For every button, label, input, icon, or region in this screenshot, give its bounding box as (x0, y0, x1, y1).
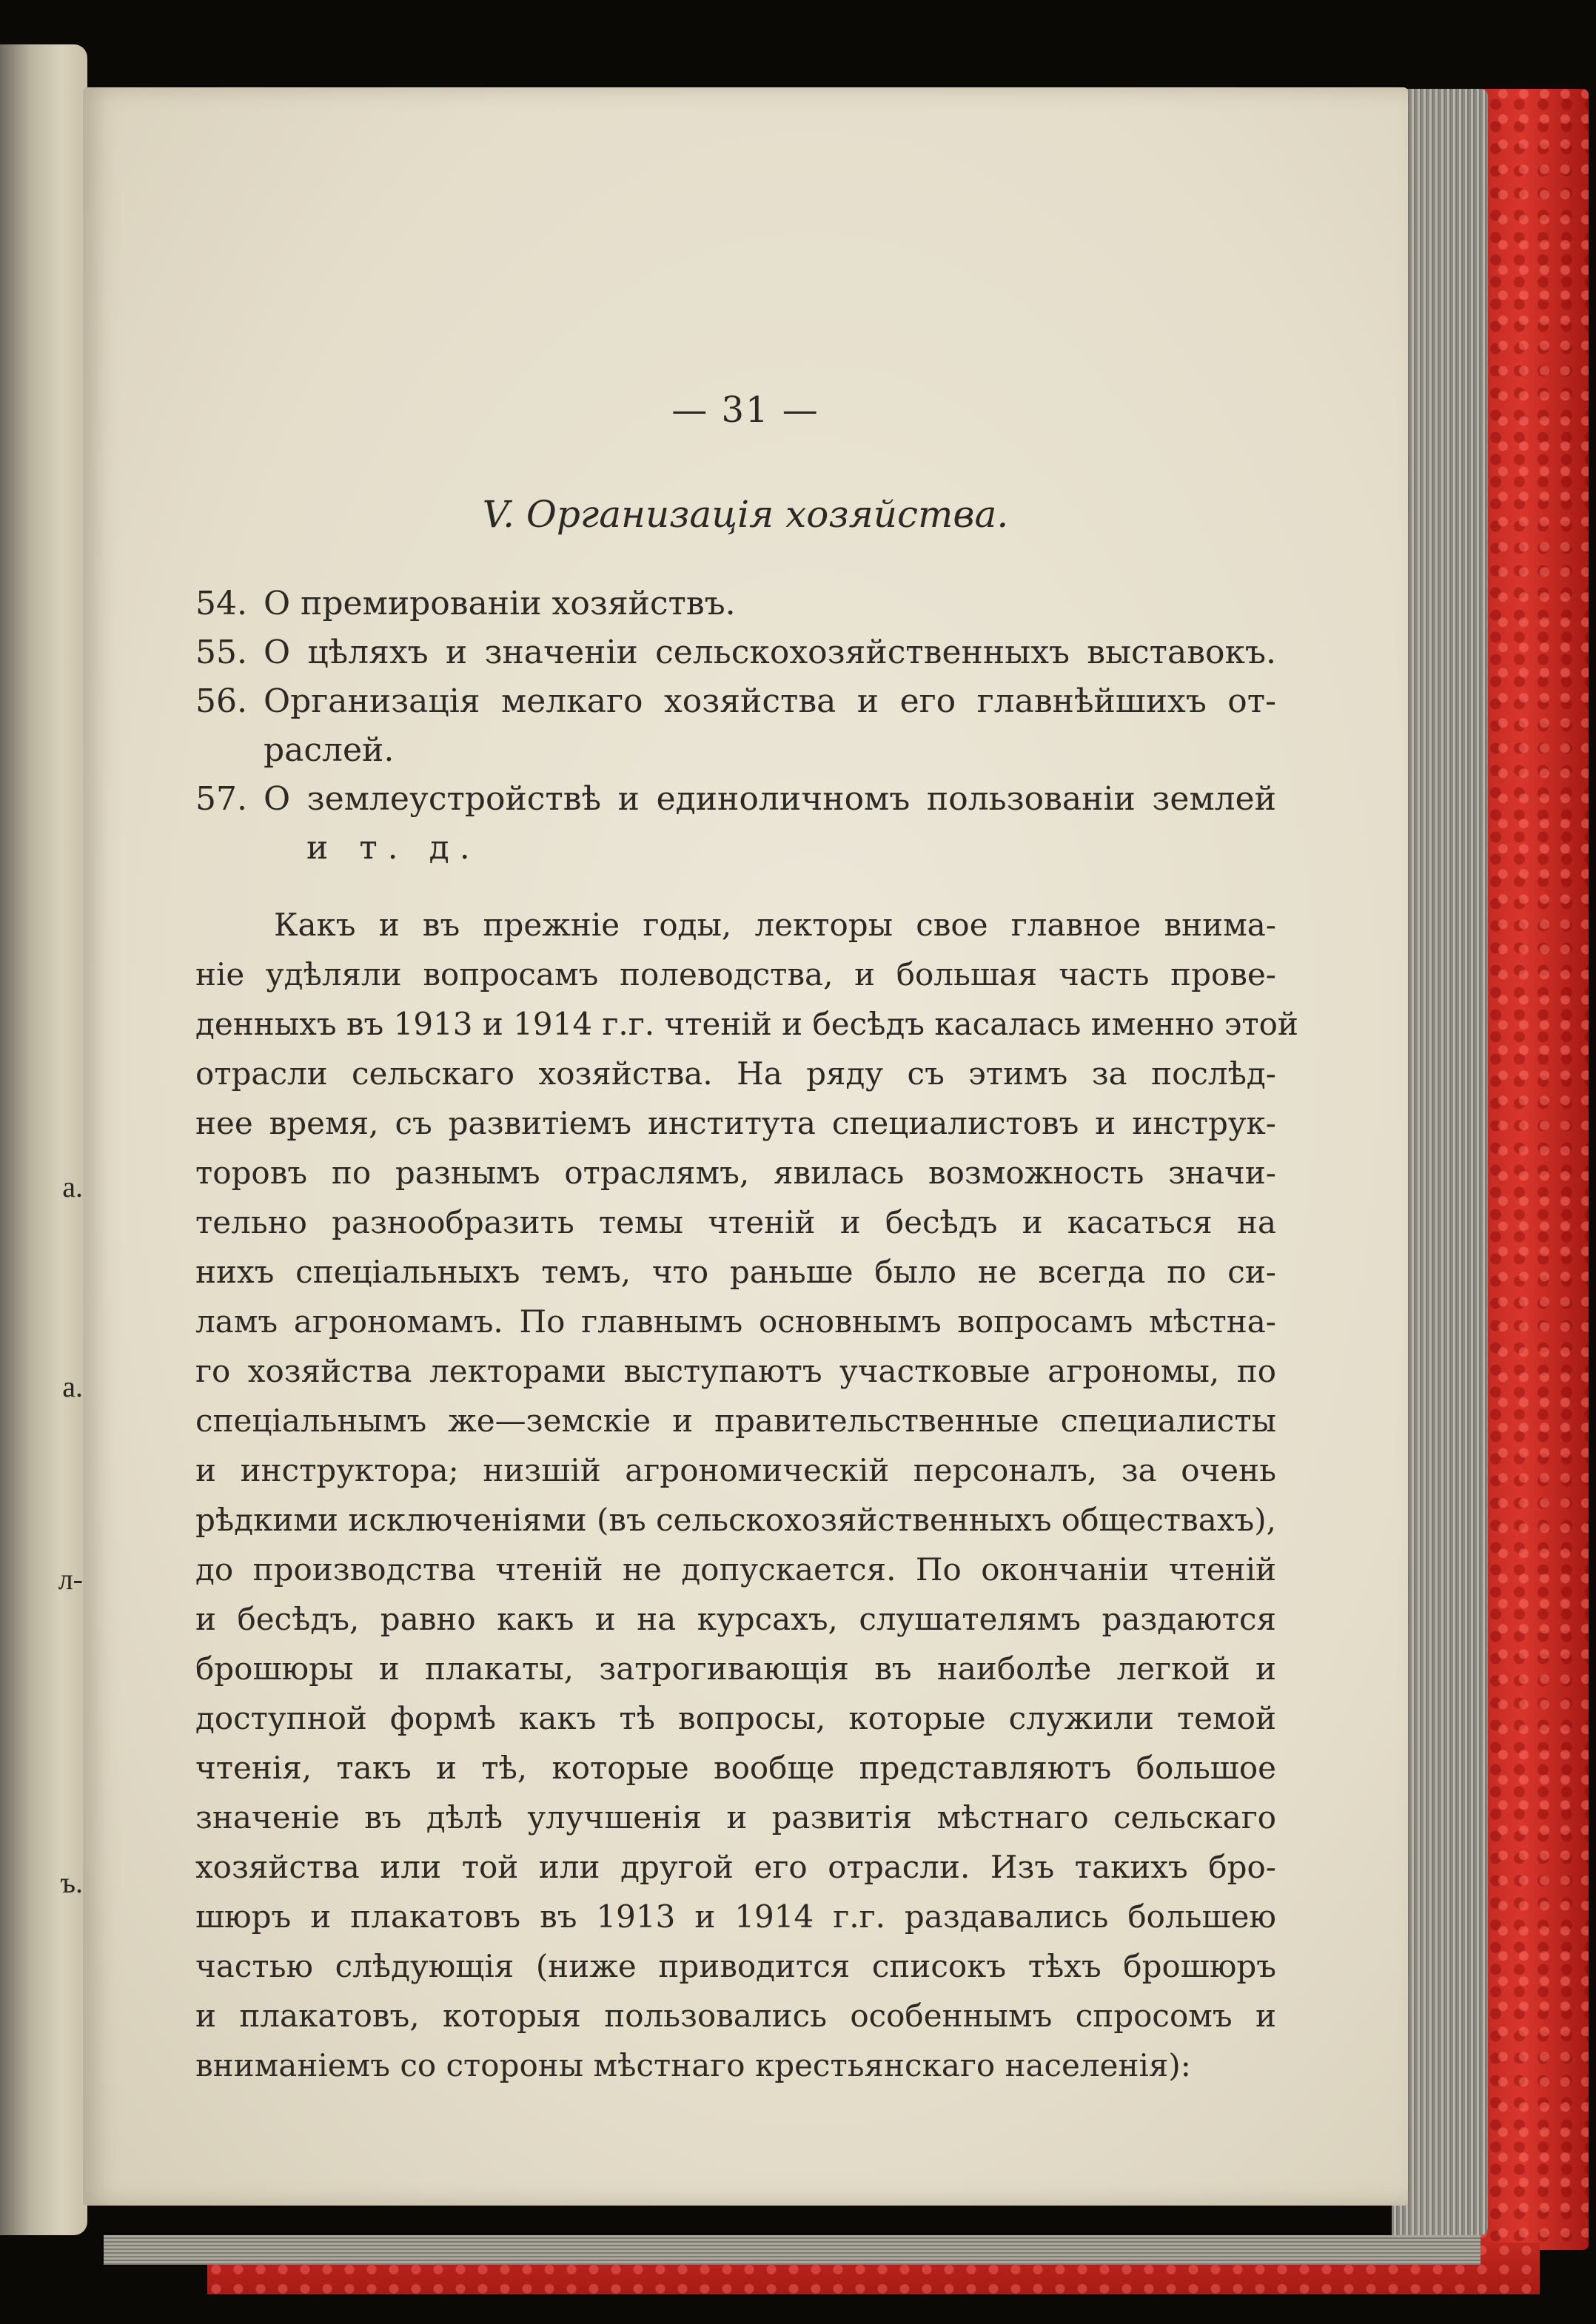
section-heading: V. Организація хозяйства. (482, 493, 1009, 536)
toc-item-number: 54. (195, 585, 247, 622)
left-page-fragment: ъ. (60, 1866, 83, 1899)
toc-item-number: 56. (195, 682, 247, 720)
paragraph-line: значеніе въ дѣлѣ улучшенія и развитія мѣстнаго сельскаго (195, 1799, 1276, 1836)
toc-item-continuation: и т. д. (306, 829, 480, 867)
page-stack-bottom (104, 2235, 1481, 2265)
paragraph-line: спеціальнымъ же—земскіе и правительственные специалисты (195, 1403, 1276, 1439)
toc-item-number: 55. (195, 634, 247, 671)
toc-item (195, 580, 1276, 628)
paragraph-line: чтенія, такъ и тѣ, которые вообще представляютъ большое (195, 1750, 1276, 1786)
paragraph-line: шюръ и плакатовъ въ 1913 и 1914 г.г. раздавались большею (195, 1898, 1276, 1935)
paragraph-line: тельно разнообразить темы чтеній и бесѣдъ и касаться на (195, 1204, 1276, 1240)
left-page-fragment: a. (62, 1370, 83, 1403)
paragraph-line: вниманіемъ со стороны мѣстнаго крестьянскаго населенія): (195, 2047, 1191, 2083)
paragraph-line: денныхъ въ 1913 и 1914 г.г. чтеній и бесѣдъ касалась именно этой (195, 1006, 1298, 1042)
paragraph-line: до производства чтеній не допускается. По окончаніи чтеній (195, 1551, 1276, 1588)
paragraph-line: Какъ и въ прежніе годы, лекторы свое главное внима- (274, 907, 1276, 943)
toc-item (195, 677, 1276, 726)
paragraph-line: нее время, съ развитіемъ института специалистовъ и инструк- (195, 1105, 1276, 1141)
paragraph-line: и инструктора; низшій агрономическій персоналъ, за очень (195, 1452, 1276, 1488)
paragraph-line: доступной формѣ какъ тѣ вопросы, которые служили темой (195, 1700, 1276, 1736)
paragraph-line: и бесѣдъ, равно какъ и на курсахъ, слушателямъ раздаются (195, 1601, 1276, 1637)
left-page-edge (0, 44, 87, 2235)
paragraph-line: ніе удѣляли вопросамъ полеводства, и большая часть прове- (195, 956, 1276, 993)
paragraph-line: хозяйства или той или другой его отрасли. Изъ такихъ бро- (195, 1849, 1276, 1885)
left-page-fragment: a. (62, 1170, 83, 1203)
paragraph-line: нихъ спеціальныхъ темъ, что раньше было не всегда по си- (195, 1254, 1276, 1290)
toc-item-text: Организація мелкаго хозяйства и его главнѣйшихъ от- (264, 682, 1276, 720)
toc-item-text: О цѣляхъ и значеніи сельскохозяйственныхъ выставокъ. (264, 634, 1276, 671)
toc-item-continuation: раслей. (264, 731, 395, 769)
paragraph-line: и плакатовъ, которыя пользовались особеннымъ спросомъ и (195, 1998, 1276, 2034)
toc-item (195, 628, 1276, 677)
paragraph-line: брошюры и плакаты, затрогивающія въ наиболѣе легкой и (195, 1650, 1276, 1687)
book-page (83, 87, 1408, 2206)
toc-item (195, 775, 1276, 824)
left-page-fragment: л- (58, 1562, 83, 1596)
paragraph-line: рѣдкими исключеніями (въ сельскохозяйственныхъ обществахъ), (195, 1502, 1276, 1538)
body-paragraph (195, 900, 1298, 2090)
page-number: — 31 — (671, 389, 819, 431)
toc-item-number: 57. (195, 780, 247, 818)
toc-item-text: О землеустройствѣ и единоличномъ пользованіи землей (264, 780, 1276, 818)
paragraph-line: отрасли сельскаго хозяйства. На ряду съ этимъ за послѣд- (195, 1055, 1276, 1092)
paragraph-line: ламъ агрономамъ. По главнымъ основнымъ вопросамъ мѣстна- (195, 1303, 1276, 1340)
toc-item-text: О премированіи хозяйствъ. (264, 585, 736, 622)
paragraph-line: го хозяйства лекторами выступаютъ участковые агрономы, по (195, 1353, 1276, 1389)
paragraph-line: частью слѣдующія (ниже приводится списокъ тѣхъ брошюръ (195, 1948, 1276, 1984)
paragraph-line: торовъ по разнымъ отраслямъ, явилась возможность значи- (195, 1155, 1276, 1191)
toc-list (195, 580, 1276, 873)
